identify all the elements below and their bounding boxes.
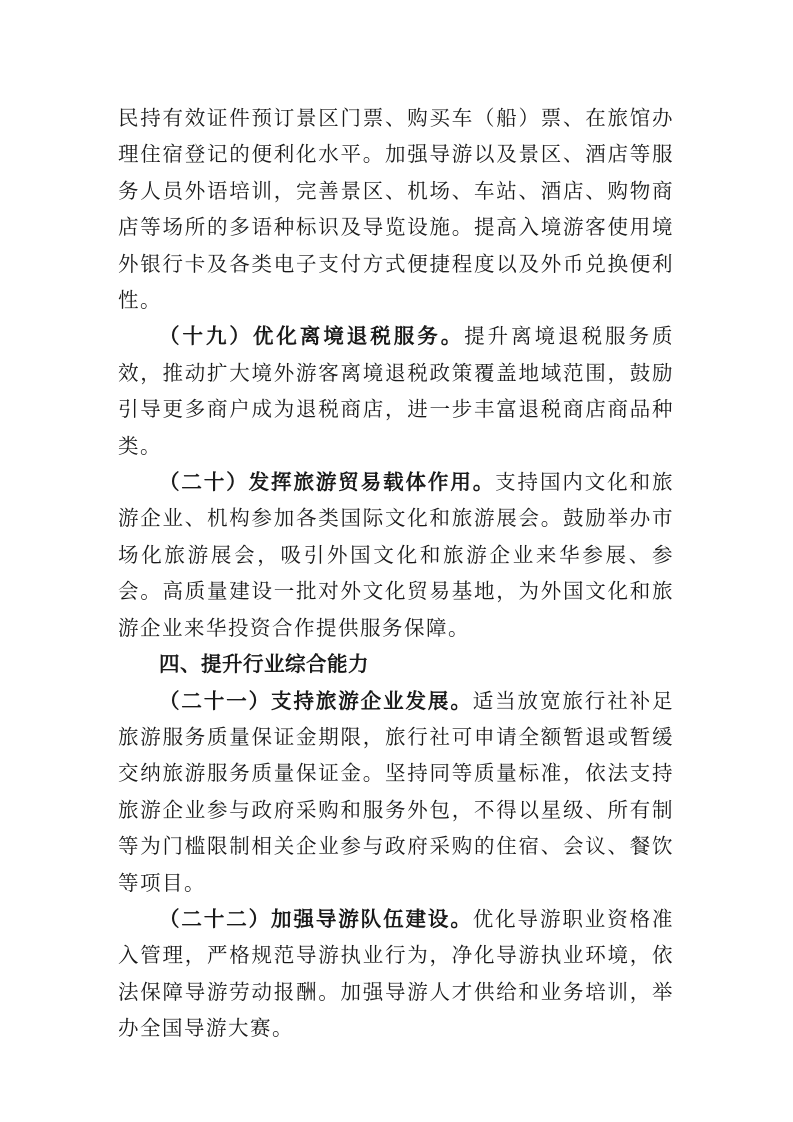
paragraph-text: 适当放宽旅行社补足旅游服务质量保证金期限，旅行社可申请全额暂退或暂缓交纳旅游服务质量保证金。坚持同等质量标准，依法支持旅游企业参与政府采购和服务外包，不得以星级、所有制等为门槛限制相关企业参与政府采购的住宿、会议、餐饮等项目。 [118,688,675,895]
paragraph-text: 民持有效证件预订景区门票、购买车（船）票、在旅馆办理住宿登记的便利化水平。加强导游以及景区、酒店等服务人员外语培训，完善景区、机场、车站、酒店、购物商店等场所的多语种标识及导览设施。提高入境游客使用境外银行卡及各类电子支付方式便捷程度以及外币兑换便利性。 [118,106,674,313]
paragraph-text: 支持国内文化和旅游企业、机构参加各类国际文化和旅游展会。鼓励举办市场化旅游展会，吸引外国文化和旅游企业来华参展、参会。高质量建设一批对外文化贸易基地，为外国文化和旅游企业来华投资合作提供服务保障。 [118,470,675,640]
paragraph-lead: （二十）发挥旅游贸易载体作用。 [159,470,496,495]
paragraph-lead: （二十一）支持旅游企业发展。 [159,688,473,713]
section-heading: 四、提升行业综合能力 [159,652,369,677]
paragraph-text: 提升离境退税服务质效，推动扩大境外游客离境退税政策覆盖地域范围，鼓励引导更多商户成为退税商店，进一步丰富退税商店商品种类。 [118,324,675,458]
paragraph-text: 优化导游职业资格准入管理，严格规范导游执业行为，净化导游执业环境，依法保障导游劳动报酬。加强导游人才供给和业务培训，举办全国导游大赛。 [118,906,675,1041]
paragraph-item-22 [118,901,674,1047]
paragraph-continuation [118,100,674,318]
paragraph-item-19 [118,318,674,464]
paragraph-item-20 [118,464,674,646]
paragraph-lead: （二十二）加强导游队伍建设。 [159,906,473,931]
paragraph-lead: （十九）优化离境退税服务。 [159,324,465,349]
paragraph-item-21 [118,683,674,901]
document-page [118,100,674,1047]
